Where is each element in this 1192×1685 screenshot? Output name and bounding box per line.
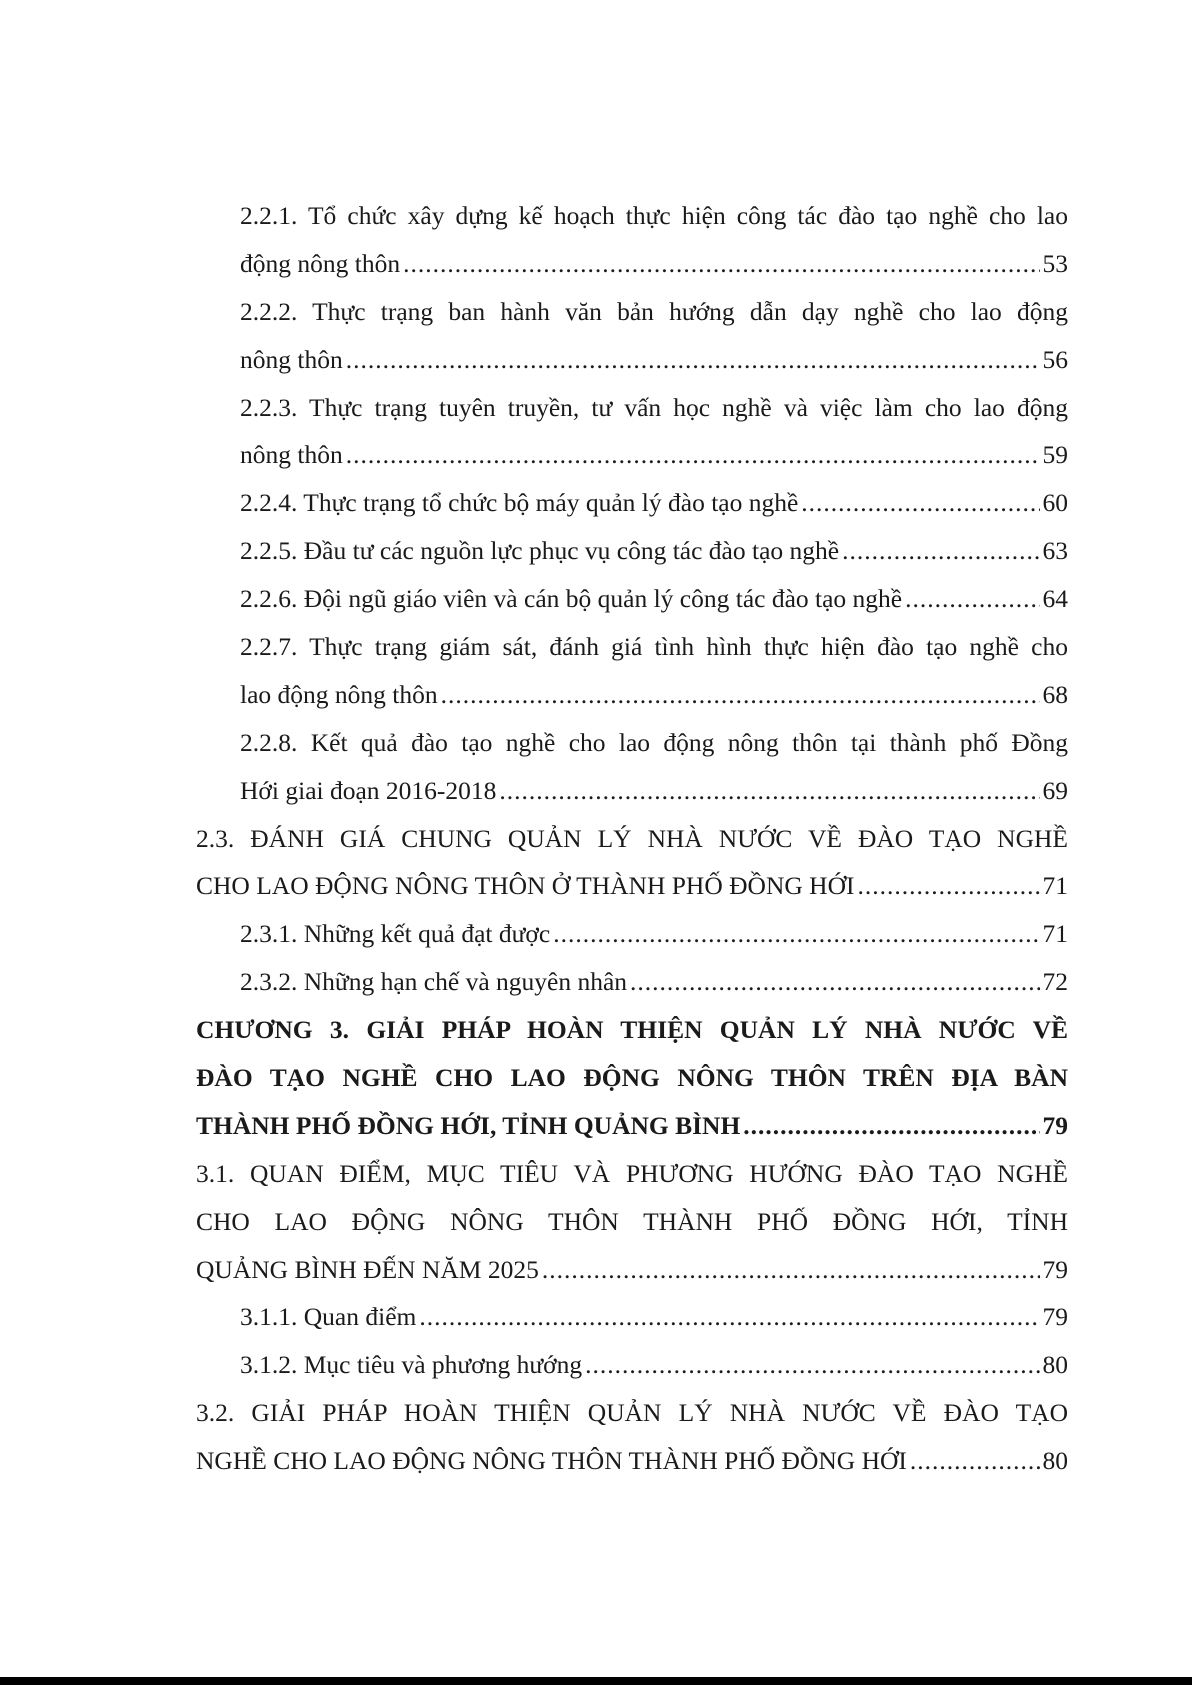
dot-leader [346, 336, 1040, 384]
toc-entry-final-line [240, 575, 1068, 623]
toc-page-number: 68 [1042, 679, 1068, 709]
toc-page-number: 53 [1042, 248, 1068, 278]
toc-entry-final-line [240, 479, 1068, 527]
toc-entry-final-line [196, 1246, 1068, 1294]
toc-page-number: 63 [1042, 536, 1068, 566]
toc-entry-final-line [240, 958, 1068, 1006]
toc-entry-line: 2.2.2. Thực trạng ban hành văn bản hướng dẫn dạy nghề cho lao động [240, 296, 1068, 326]
toc-entry-title: NGHỀ CHO LAO ĐỘNG NÔNG THÔN THÀNH PHỐ ĐỒNG HỚI [196, 1446, 907, 1476]
toc-entry-line: 2.2.7. Thực trạng giám sát, đánh giá tình hình thực hiện đào tạo nghề cho [240, 632, 1068, 662]
toc-chapter-entry[interactable] [196, 1006, 1068, 1150]
toc-entry-title: 2.2.4. Thực trạng tổ chức bộ máy quản lý đào tạo nghề [240, 488, 799, 518]
toc-entry-title: Hới giai đoạn 2016-2018 [240, 775, 497, 805]
toc-page-number: 69 [1042, 775, 1068, 805]
toc-entry-line: 3.2. GIẢI PHÁP HOÀN THIỆN QUẢN LÝ NHÀ NƯỚC VỀ ĐÀO TẠO [196, 1398, 1068, 1428]
toc-page-number: 71 [1042, 871, 1068, 901]
toc-entry-final-line [240, 1341, 1068, 1389]
dot-leader [743, 1102, 1039, 1150]
toc-subsection-entry[interactable] [196, 1341, 1068, 1389]
dot-leader [801, 479, 1039, 527]
toc-page-number: 79 [1042, 1302, 1068, 1332]
toc-entry-final-line [240, 431, 1068, 479]
toc-page-number: 79 [1042, 1254, 1068, 1284]
dot-leader [403, 240, 1039, 288]
toc-entry-final-line [196, 1437, 1068, 1485]
toc-entry-line: 3.1. QUAN ĐIỂM, MỤC TIÊU VÀ PHƯƠNG HƯỚNG ĐÀO TẠO NGHỀ [196, 1158, 1068, 1188]
toc-entry-title: 2.2.5. Đầu tư các nguồn lực phục vụ công tác đào tạo nghề [240, 536, 840, 566]
toc-entry-final-line [196, 862, 1068, 910]
toc-page-number: 59 [1042, 440, 1068, 470]
toc-subsection-entry[interactable] [196, 719, 1068, 815]
toc-subsection-entry[interactable] [196, 910, 1068, 958]
dot-leader [585, 1341, 1039, 1389]
toc-section-entry[interactable] [196, 1150, 1068, 1294]
toc-subsection-entry[interactable] [196, 288, 1068, 384]
toc-entry-final-line [196, 1102, 1068, 1150]
toc-page-number: 80 [1042, 1446, 1068, 1476]
toc-page-number: 64 [1042, 584, 1068, 614]
dot-leader [910, 1437, 1040, 1485]
toc-subsection-entry[interactable] [196, 527, 1068, 575]
toc-page-number: 79 [1042, 1110, 1068, 1140]
toc-page-number: 60 [1042, 488, 1068, 518]
dot-leader [858, 862, 1040, 910]
toc-page-number: 80 [1042, 1350, 1068, 1380]
toc-entry-line: CHƯƠNG 3. GIẢI PHÁP HOÀN THIỆN QUẢN LÝ NHÀ NƯỚC VỀ [196, 1015, 1068, 1045]
toc-entry-final-line [240, 671, 1068, 719]
dot-leader [346, 431, 1040, 479]
toc-entry-line: 2.2.3. Thực trạng tuyên truyền, tư vấn học nghề và việc làm cho lao động [240, 392, 1068, 422]
toc-entry-title: 3.1.2. Mục tiêu và phương hướng [240, 1350, 583, 1380]
toc-entry-line: 2.3. ĐÁNH GIÁ CHUNG QUẢN LÝ NHÀ NƯỚC VỀ ĐÀO TẠO NGHỀ [196, 823, 1068, 853]
toc-entry-line: 2.2.1. Tổ chức xây dựng kế hoạch thực hiện công tác đào tạo nghề cho lao [240, 201, 1068, 230]
toc-subsection-entry[interactable] [196, 623, 1068, 719]
table-of-contents [196, 192, 1068, 1485]
toc-entry-final-line [240, 527, 1068, 575]
dot-leader [630, 958, 1039, 1006]
toc-subsection-entry[interactable] [196, 958, 1068, 1006]
toc-entry-title: 2.3.2. Những hạn chế và nguyên nhân [240, 967, 628, 997]
toc-entry-title: CHO LAO ĐỘNG NÔNG THÔN Ở THÀNH PHỐ ĐỒNG HỚI [196, 871, 855, 901]
toc-page-number: 72 [1042, 967, 1068, 997]
toc-subsection-entry[interactable] [196, 575, 1068, 623]
toc-entry-title: THÀNH PHỐ ĐỒNG HỚI, TỈNH QUẢNG BÌNH [196, 1110, 741, 1140]
toc-section-entry[interactable] [196, 1389, 1068, 1485]
toc-entry-final-line [240, 240, 1068, 288]
toc-section-entry[interactable] [196, 815, 1068, 911]
toc-entry-title: động nông thôn [240, 248, 401, 278]
toc-page-number: 56 [1042, 344, 1068, 374]
toc-entry-line: CHO LAO ĐỘNG NÔNG THÔN THÀNH PHỐ ĐỒNG HỚI, TỈNH [196, 1206, 1068, 1236]
toc-entry-title: nông thôn [240, 440, 343, 470]
dot-leader [905, 575, 1039, 623]
toc-subsection-entry[interactable] [196, 192, 1068, 288]
toc-entry-title: 2.3.1. Những kết quả đạt được [240, 919, 551, 949]
toc-subsection-entry[interactable] [196, 384, 1068, 480]
toc-entry-title: QUẢNG BÌNH ĐẾN NĂM 2025 [196, 1254, 539, 1284]
toc-entry-line: 2.2.8. Kết quả đào tạo nghề cho lao động nông thôn tại thành phố Đồng [240, 727, 1068, 757]
dot-leader [441, 671, 1040, 719]
toc-entry-final-line [240, 767, 1068, 815]
toc-page-number: 71 [1042, 919, 1068, 949]
toc-entry-final-line [240, 910, 1068, 958]
toc-subsection-entry[interactable] [196, 479, 1068, 527]
toc-entry-final-line [240, 1293, 1068, 1341]
toc-entry-final-line [240, 336, 1068, 384]
toc-entry-line: ĐÀO TẠO NGHỀ CHO LAO ĐỘNG NÔNG THÔN TRÊN ĐỊA BÀN [196, 1063, 1068, 1093]
toc-entry-title: lao động nông thôn [240, 679, 438, 709]
toc-entry-title: 3.1.1. Quan điểm [240, 1302, 417, 1332]
page-bottom-border [0, 1677, 1192, 1685]
dot-leader [553, 910, 1039, 958]
dot-leader [419, 1293, 1039, 1341]
toc-subsection-entry[interactable] [196, 1293, 1068, 1341]
dot-leader [542, 1246, 1040, 1294]
dot-leader [499, 767, 1039, 815]
dot-leader [842, 527, 1039, 575]
toc-entry-title: nông thôn [240, 344, 343, 374]
toc-entry-title: 2.2.6. Đội ngũ giáo viên và cán bộ quản lý công tác đào tạo nghề [240, 584, 903, 614]
